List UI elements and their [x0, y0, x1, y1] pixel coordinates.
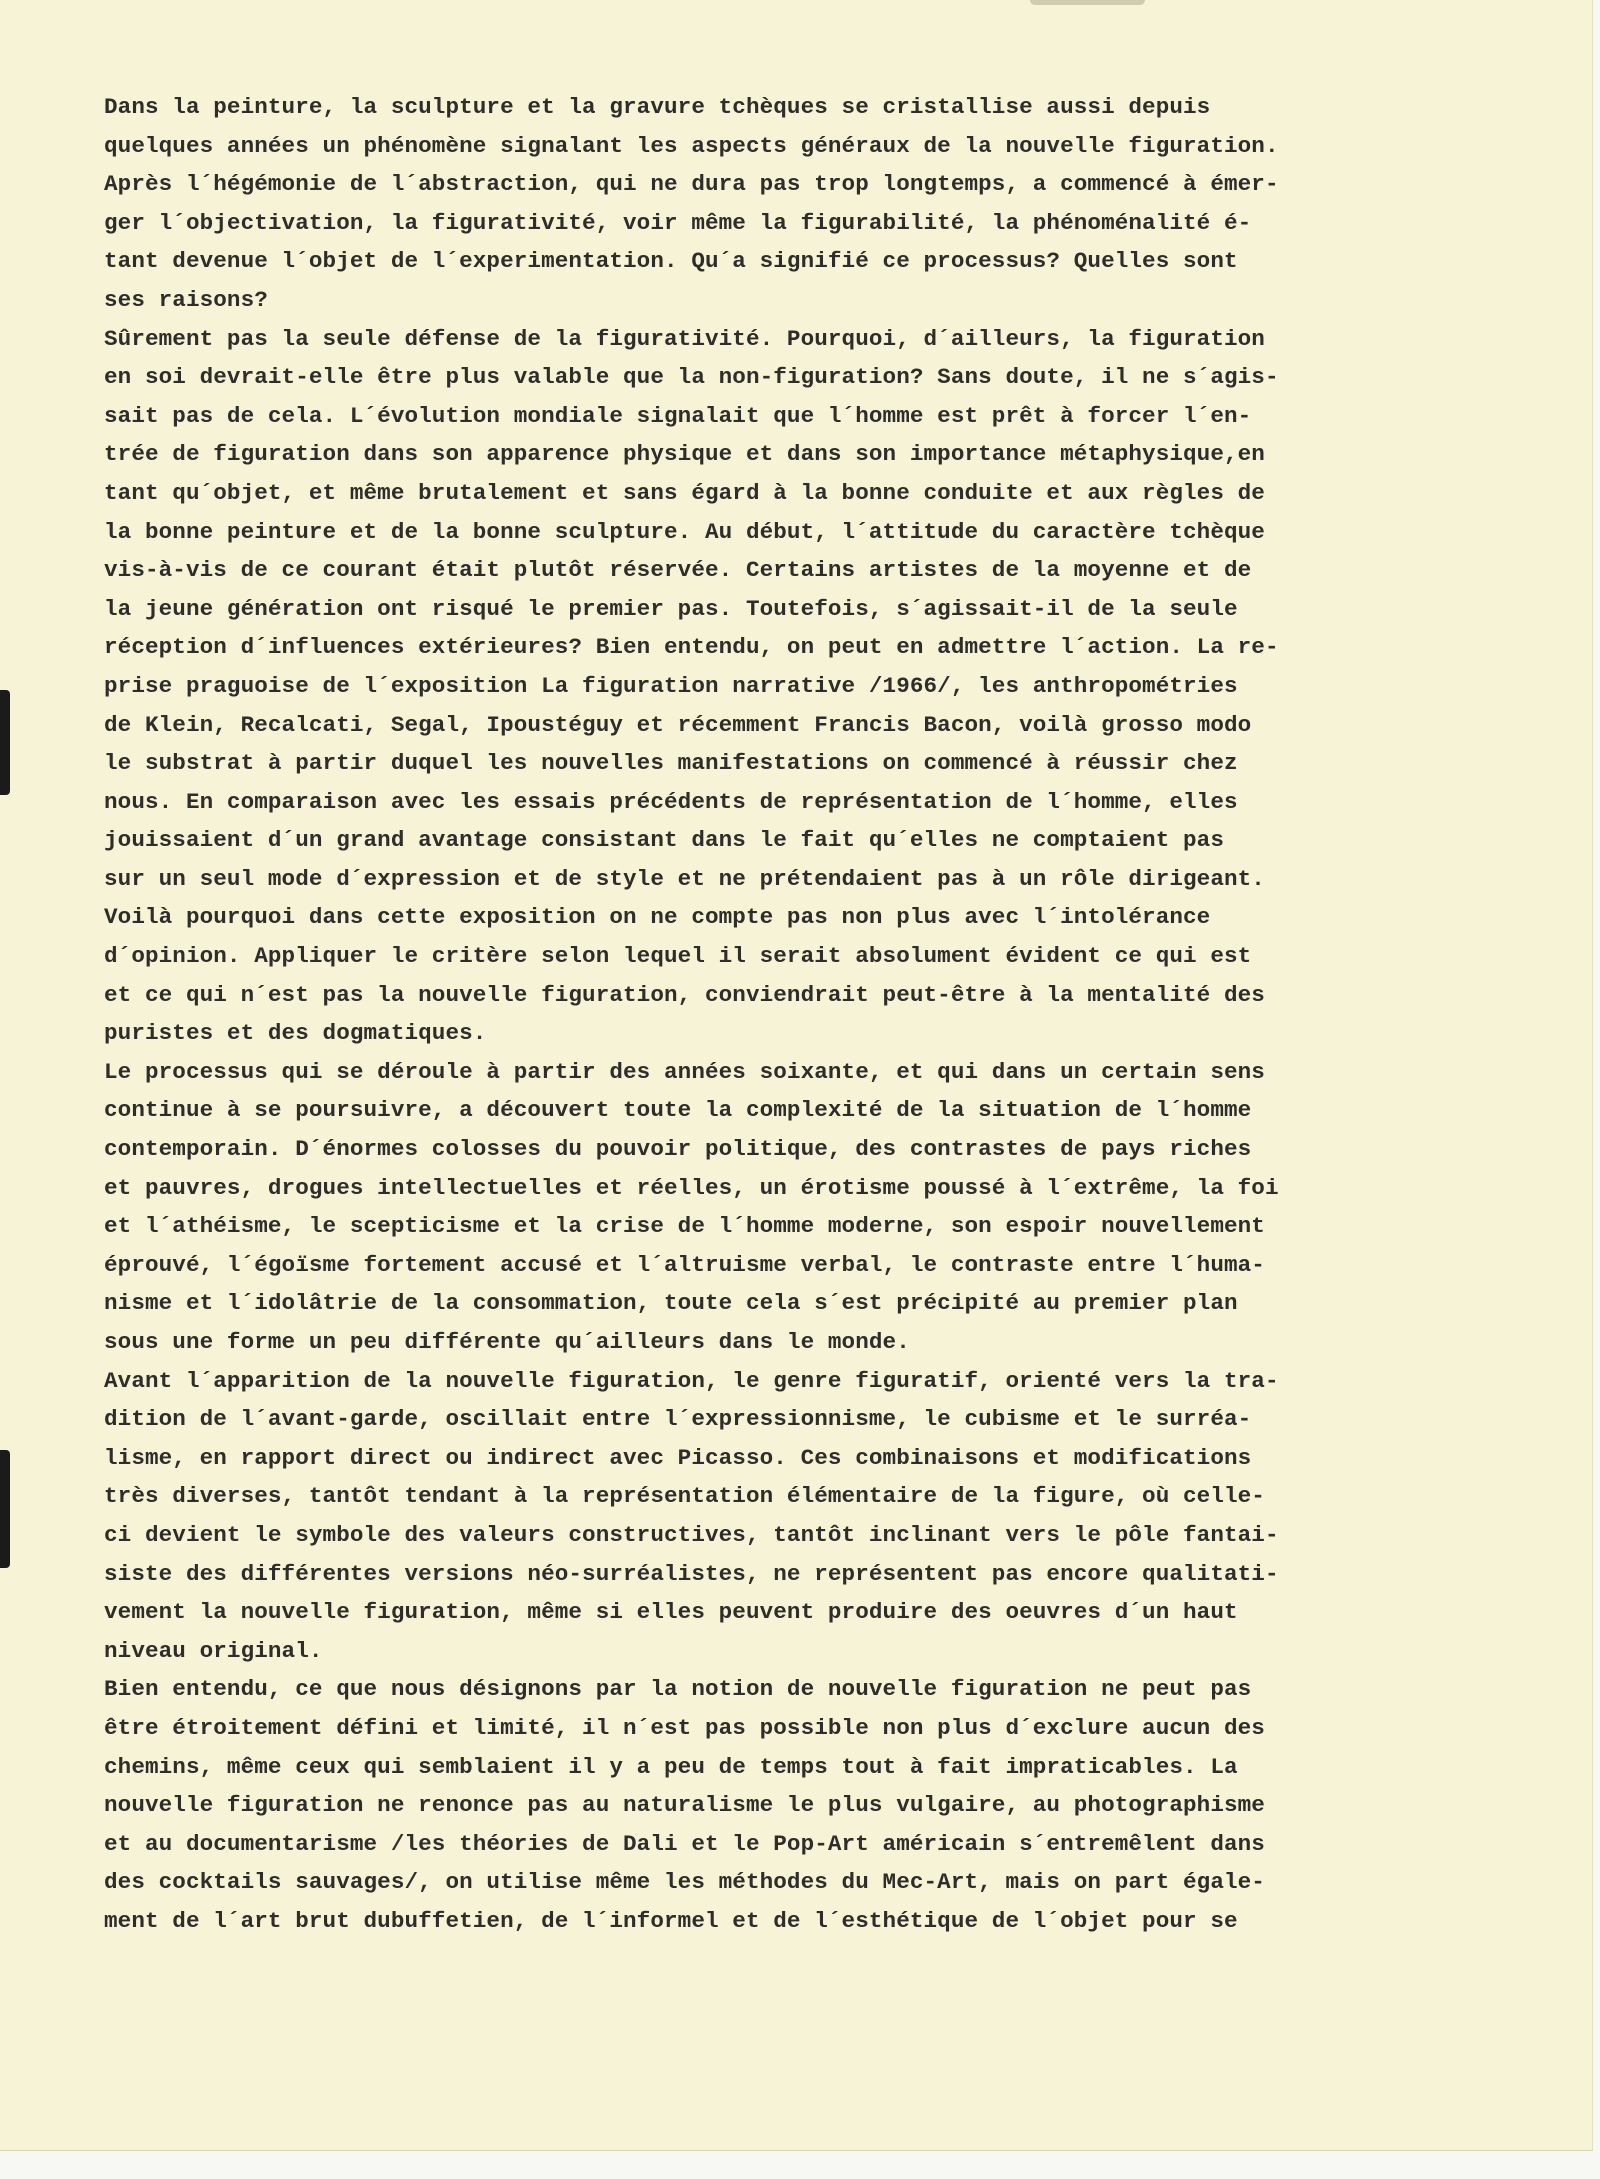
- text-line: sur un seul mode d´expression et de style et ne prétendaient pas à un rôle dirigeant.: [104, 865, 1265, 892]
- text-line: Après l´hégémonie de l´abstraction, qui ne dura pas trop longtemps, a commencé à émer-: [104, 171, 1279, 198]
- text-line: ci devient le symbole des valeurs constructives, tantôt inclinant vers le pôle fantai-: [104, 1521, 1279, 1548]
- text-line: Bien entendu, ce que nous désignons par la notion de nouvelle figuration ne peut pas: [104, 1676, 1252, 1703]
- text-line: ger l´objectivation, la figurativité, voir même la figurabilité, la phénoménalité é-: [104, 209, 1252, 236]
- text-line: sait pas de cela. L´évolution mondiale signalait que l´homme est prêt à forcer l´en-: [104, 402, 1252, 429]
- text-line: éprouvé, l´égoïsme fortement accusé et l´altruisme verbal, le contraste entre l´huma-: [104, 1251, 1265, 1278]
- text-line: de Klein, Recalcati, Segal, Ipoustéguy et récemment Francis Bacon, voilà grosso modo: [104, 711, 1252, 738]
- text-line: d´opinion. Appliquer le critère selon lequel il serait absolument évident ce qui est: [104, 943, 1252, 970]
- text-line: et ce qui n´est pas la nouvelle figuration, conviendrait peut-être à la mentalité des: [104, 981, 1265, 1008]
- text-line: être étroitement défini et limité, il n´est pas possible non plus d´exclure aucun des: [104, 1714, 1265, 1741]
- text-line: trée de figuration dans son apparence physique et dans son importance métaphysique,en: [104, 441, 1265, 468]
- text-line: ment de l´art brut dubuffetien, de l´informel et de l´esthétique de l´objet pour se: [104, 1907, 1238, 1934]
- text-line: contemporain. D´énormes colosses du pouvoir politique, des contrastes de pays riches: [104, 1136, 1252, 1163]
- scan-edge-shadow: [0, 1450, 10, 1568]
- text-line: Avant l´apparition de la nouvelle figuration, le genre figuratif, orienté vers la tra-: [104, 1367, 1279, 1394]
- typewritten-text: [104, 88, 1494, 1941]
- scan-mark: [1030, 0, 1145, 5]
- text-line: chemins, même ceux qui semblaient il y a peu de temps tout à fait impraticables. La: [104, 1753, 1238, 1780]
- text-line: nous. En comparaison avec les essais précédents de représentation de l´homme, elles: [104, 788, 1238, 815]
- text-line: le substrat à partir duquel les nouvelles manifestations on commencé à réussir chez: [104, 750, 1238, 777]
- text-line: ses raisons?: [104, 286, 268, 313]
- text-line: continue à se poursuivre, a découvert toute la complexité de la situation de l´homme: [104, 1097, 1252, 1124]
- text-line: jouissaient d´un grand avantage consistant dans le fait qu´elles ne comptaient pas: [104, 827, 1224, 854]
- text-line: et l´athéisme, le scepticisme et la crise de l´homme moderne, son espoir nouvellement: [104, 1213, 1265, 1240]
- text-line: très diverses, tantôt tendant à la représentation élémentaire de la figure, où celle-: [104, 1483, 1265, 1510]
- text-line: nisme et l´idolâtrie de la consommation, toute cela s´est précipité au premier plan: [104, 1290, 1238, 1317]
- text-line: Le processus qui se déroule à partir des années soixante, et qui dans un certain sens: [104, 1058, 1265, 1085]
- text-line: en soi devrait-elle être plus valable que la non-figuration? Sans doute, il ne s´agis-: [104, 364, 1279, 391]
- text-line: et au documentarisme /les théories de Dali et le Pop-Art américain s´entremêlent dans: [104, 1830, 1265, 1857]
- text-line: des cocktails sauvages/, on utilise même les méthodes du Mec-Art, mais on part égale-: [104, 1869, 1265, 1896]
- text-line: lisme, en rapport direct ou indirect avec Picasso. Ces combinaisons et modifications: [104, 1444, 1252, 1471]
- text-line: siste des différentes versions néo-surréalistes, ne représentent pas encore qualitati-: [104, 1560, 1279, 1587]
- text-line: prise praguoise de l´exposition La figuration narrative /1966/, les anthropométries: [104, 672, 1238, 699]
- text-line: Sûrement pas la seule défense de la figurativité. Pourquoi, d´ailleurs, la figuration: [104, 325, 1265, 352]
- text-line: réception d´influences extérieures? Bien entendu, on peut en admettre l´action. La re-: [104, 634, 1279, 661]
- text-line: tant devenue l´objet de l´experimentation. Qu´a signifié ce processus? Quelles sont: [104, 248, 1238, 275]
- text-line: nouvelle figuration ne renonce pas au naturalisme le plus vulgaire, au photographisme: [104, 1792, 1265, 1819]
- text-line: vis-à-vis de ce courant était plutôt réservée. Certains artistes de la moyenne et de: [104, 557, 1252, 584]
- text-line: puristes et des dogmatiques.: [104, 1020, 487, 1047]
- text-line: Dans la peinture, la sculpture et la gravure tchèques se cristallise aussi depuis: [104, 94, 1211, 120]
- scan-edge-shadow: [0, 690, 10, 795]
- text-line: niveau original.: [104, 1637, 323, 1664]
- text-line: Voilà pourquoi dans cette exposition on ne compte pas non plus avec l´intolérance: [104, 904, 1211, 931]
- text-line: vement la nouvelle figuration, même si elles peuvent produire des oeuvres d´un haut: [104, 1599, 1238, 1626]
- text-line: sous une forme un peu différente qu´ailleurs dans le monde.: [104, 1329, 910, 1355]
- text-line: dition de l´avant-garde, oscillait entre l´expressionnisme, le cubisme et le surréa-: [104, 1406, 1252, 1433]
- text-line: la bonne peinture et de la bonne sculpture. Au début, l´attitude du caractère tchèque: [104, 518, 1265, 545]
- text-line: tant qu´objet, et même brutalement et sans égard à la bonne conduite et aux règles de: [104, 479, 1265, 506]
- text-line: quelques années un phénomène signalant les aspects généraux de la nouvelle figuration.: [104, 132, 1279, 159]
- text-line: la jeune génération ont risqué le premier pas. Toutefois, s´agissait-il de la seule: [104, 595, 1238, 622]
- text-line: et pauvres, drogues intellectuelles et réelles, un érotisme poussé à l´extrême, la foi: [104, 1174, 1279, 1201]
